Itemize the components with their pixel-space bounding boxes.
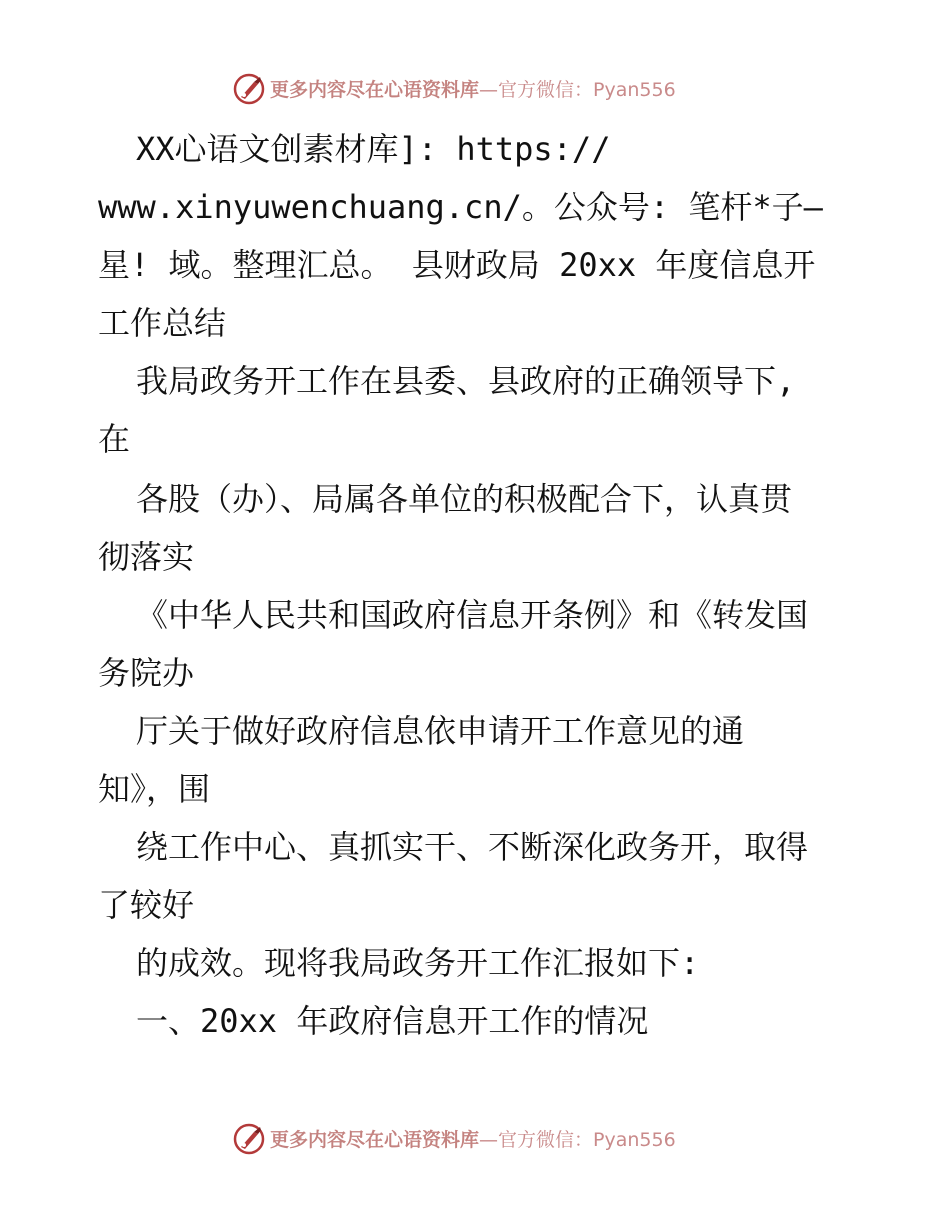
- banner-wechat-text: 官方微信：Pyan556: [498, 1129, 676, 1151]
- text-line: 绕工作中心、真抓实干、不断深化政务开，取得: [136, 828, 809, 866]
- quill-pen-logo-icon: [232, 1122, 266, 1156]
- text-line: 《中华人民共和国政府信息开条例》和《转发国: [136, 596, 809, 634]
- text-line: 各股（办）、局属各单位的积极配合下，认真贯: [136, 480, 793, 518]
- text-line: 在: [98, 420, 131, 458]
- text-line: 厅关于做好政府信息依申请开工作意见的通: [136, 712, 745, 750]
- banner-site-text: 更多内容尽在心语资料库: [270, 1129, 480, 1151]
- text-line: 的成效。现将我局政务开工作汇报如下:: [136, 944, 700, 982]
- text-line: 知》，围: [98, 770, 211, 808]
- banner-dash: —: [479, 1129, 499, 1151]
- text-line: 了较好: [98, 886, 195, 924]
- header-banner: [0, 70, 950, 110]
- text-line: 我局政务开工作在县委、县政府的正确领导下,: [136, 362, 796, 400]
- text-line: 工作总结: [98, 304, 227, 342]
- banner-site-text: 更多内容尽在心语资料库: [270, 79, 480, 101]
- text-line: 彻落实: [98, 538, 195, 576]
- text-line: 务院办: [98, 654, 195, 692]
- text-line: www.xinyuwenchuang.cn/。公众号: 笔杆*子—: [98, 188, 823, 226]
- footer-banner: [0, 1120, 950, 1160]
- banner-dash: —: [479, 79, 499, 101]
- text-line: 星! 域。整理汇总。 县财政局 20xx 年度信息开: [98, 246, 816, 284]
- quill-pen-logo-icon: [232, 72, 266, 106]
- banner-wechat-text: 官方微信：Pyan556: [498, 79, 676, 101]
- text-line: XX心语文创素材库]: https://: [136, 130, 611, 168]
- text-line: 一、20xx 年政府信息开工作的情况: [136, 1002, 649, 1040]
